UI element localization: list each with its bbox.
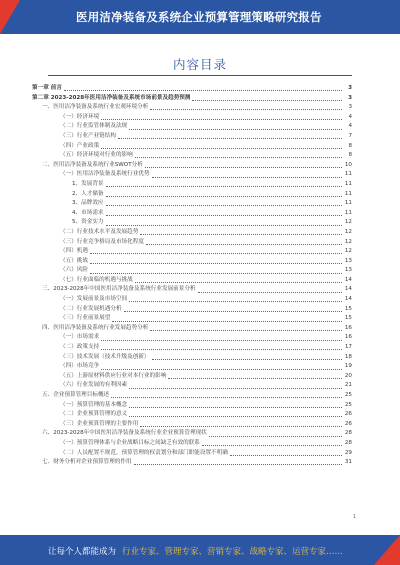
toc-entry-title: 三、2023-2028年中国医用洁净装备及系统行业发展前景分析 — [42, 286, 196, 293]
toc-leader-dots — [129, 416, 342, 417]
toc-entry-title: （二）行业发展机遇分析 — [60, 305, 122, 312]
toc-entry[interactable] — [32, 353, 352, 363]
footer-slogan: 让每个人都能成为 — [48, 547, 117, 557]
toc-entry-page: 12 — [344, 219, 352, 226]
toc-entry-page: 20 — [344, 372, 352, 379]
toc-entry-page: 11 — [344, 200, 352, 207]
footer-roles: 行业专家、管理专家、营销专家、战略专家、运营专家…… — [122, 547, 344, 557]
toc-entry-page: 10 — [344, 161, 352, 168]
toc-entry-title: （二）政策支持 — [60, 344, 100, 351]
toc-leader-dots — [230, 455, 342, 456]
toc-entry[interactable] — [32, 228, 352, 238]
toc-entry-title: （三）行业前景展望 — [60, 315, 111, 322]
toc-leader-dots — [152, 359, 342, 360]
toc-entry-page: 13 — [344, 257, 352, 264]
toc-entry-title: （二）行业技术水平及发展趋势 — [60, 228, 139, 235]
toc-entry-title: 四、医用洁净装备及系统行业发展趋势分析 — [42, 324, 149, 331]
toc-entry-title: 第二章 2023-2028年医用洁净装备及系统市场前景及趋势预测 — [32, 94, 191, 101]
toc-entry-title: （一）经济环境 — [60, 113, 100, 120]
toc-entry[interactable] — [32, 122, 352, 132]
toc-leader-dots — [145, 167, 342, 168]
toc-entry-page: 17 — [344, 344, 352, 351]
toc-leader-dots — [112, 321, 342, 322]
toc-entry[interactable] — [32, 113, 352, 123]
toc-entry-title: 第一章 前言 — [32, 85, 62, 91]
toc-entry-page: 26 — [344, 420, 352, 427]
page-number: 1 — [352, 514, 356, 520]
toc-entry-title: （一）预算管理的基本概念 — [60, 401, 128, 408]
toc-entry[interactable] — [32, 199, 352, 209]
toc-entry[interactable] — [32, 362, 352, 372]
toc-entry[interactable] — [32, 285, 352, 295]
toc-leader-dots — [106, 186, 342, 187]
toc-entry-title: 5、资金实力 — [72, 219, 104, 226]
toc-entry[interactable] — [32, 180, 352, 190]
toc-entry-page: 21 — [344, 382, 352, 389]
toc-entry-page: 7 — [348, 132, 352, 139]
toc-leader-dots — [101, 369, 342, 370]
toc-entry[interactable] — [32, 151, 352, 161]
toc-leader-dots — [135, 157, 342, 158]
toc-entry-page: 28 — [344, 439, 352, 446]
toc-entry[interactable] — [32, 305, 352, 315]
toc-entry[interactable] — [32, 276, 352, 286]
toc-entry-title: 1、发展背景 — [72, 180, 104, 187]
toc-entry-title: （一）预算管理体系与企业战略目标之间缺乏有效的联系 — [60, 439, 200, 446]
toc-leader-dots — [209, 436, 342, 437]
toc-entry-page: 15 — [344, 315, 352, 322]
toc-entry[interactable] — [32, 257, 352, 267]
header-accent — [0, 0, 20, 34]
toc-entry[interactable] — [32, 458, 352, 468]
toc-entry-title: （六）风险 — [60, 267, 88, 274]
toc-entry-title: （三）技术发展（技术升级及创新） — [60, 353, 150, 360]
toc-entry-page: 3 — [348, 104, 352, 111]
toc-leader-dots — [124, 311, 342, 312]
toc-entry-title: （二）企业预算管理的意义 — [60, 411, 128, 418]
toc-leader-dots — [101, 119, 342, 120]
toc-entry-page: 12 — [344, 228, 352, 235]
toc-entry[interactable] — [32, 372, 352, 382]
toc-entry-title: 六、2023-2028年中国医用洁净装备及系统行业企业预算管理现状 — [42, 430, 207, 437]
toc-entry-page: 28 — [344, 430, 352, 437]
toc-entry-page: 11 — [344, 180, 352, 187]
toc-leader-dots — [146, 244, 342, 245]
toc-entry-page: 14 — [344, 276, 352, 283]
toc-entry[interactable] — [32, 314, 352, 324]
toc-entry[interactable] — [32, 449, 352, 459]
toc-leader-dots — [150, 330, 342, 331]
toc-entry[interactable] — [32, 439, 352, 449]
toc-leader-dots — [106, 196, 342, 197]
toc-entry-page: 16 — [344, 334, 352, 341]
toc-entry-title: （四）市场竞争 — [60, 363, 100, 370]
toc-leader-dots — [90, 253, 342, 254]
toc-entry-page: 3 — [348, 85, 352, 91]
toc-entry-page: 25 — [344, 392, 352, 398]
toc-entry-title: （一）市场需求 — [60, 334, 100, 341]
toc-entry-title: （四）产业政策 — [60, 142, 100, 149]
toc-entry-title: 二、医用洁净装备及系统行业SWOT分析 — [42, 161, 143, 168]
toc-leader-dots — [168, 378, 342, 379]
toc-entry[interactable] — [32, 410, 352, 420]
toc-entry[interactable] — [32, 295, 352, 305]
toc-entry-page: 8 — [348, 142, 352, 149]
toc-leader-dots — [134, 464, 342, 465]
toc-entry-title: 2、人才储备 — [72, 190, 104, 197]
toc-leader-dots — [101, 148, 342, 149]
toc-leader-dots — [111, 397, 342, 398]
toc-entry[interactable] — [32, 238, 352, 248]
toc-entry[interactable] — [32, 391, 352, 401]
toc-entry-title: 一、医用洁净装备及系统行业宏观环境分析 — [42, 104, 149, 111]
toc-entry-page: 14 — [344, 296, 352, 303]
toc-entry-page: 11 — [344, 190, 352, 197]
toc-entry-title: （三）行业竞争格局及市场化程度 — [60, 238, 144, 245]
toc-entry[interactable] — [32, 190, 352, 200]
toc-divider — [48, 75, 352, 76]
table-of-contents — [32, 84, 352, 468]
toc-leader-dots — [140, 234, 342, 235]
toc-entry-title: （三）行业产业链结构 — [60, 132, 116, 139]
toc-entry-title: （二）行业监管体制及法规 — [60, 123, 128, 130]
toc-entry-page: 11 — [344, 209, 352, 216]
toc-entry-page: 3 — [348, 94, 352, 101]
toc-entry[interactable] — [32, 218, 352, 228]
toc-entry[interactable] — [32, 161, 352, 171]
toc-entry[interactable] — [32, 333, 352, 343]
toc-entry-page: 13 — [344, 267, 352, 274]
toc-leader-dots — [129, 301, 342, 302]
toc-entry-page: 12 — [344, 248, 352, 255]
toc-entry[interactable] — [32, 84, 352, 94]
toc-leader-dots — [106, 215, 342, 216]
toc-entry-page: 4 — [348, 113, 352, 120]
toc-leader-dots — [135, 282, 342, 283]
toc-entry[interactable] — [32, 343, 352, 353]
toc-entry-title: （五）挑战 — [60, 257, 88, 264]
toc-leader-dots — [202, 445, 342, 446]
toc-entry-title: （五）经济环境对行业的影响 — [60, 152, 133, 159]
toc-leader-dots — [129, 388, 342, 389]
toc-entry-title: 五、企业预算管理目标概述 — [42, 392, 110, 398]
toc-entry[interactable] — [32, 170, 352, 180]
toc-entry[interactable] — [32, 247, 352, 257]
toc-entry-page: 14 — [344, 286, 352, 293]
toc-leader-dots — [64, 90, 342, 91]
toc-entry-title: 4、市场需求 — [72, 209, 104, 216]
toc-leader-dots — [90, 263, 342, 264]
toc-entry-page: 26 — [344, 411, 352, 418]
toc-leader-dots — [106, 205, 342, 206]
toc-entry-page: 11 — [344, 171, 352, 178]
toc-entry[interactable] — [32, 94, 352, 104]
toc-entry[interactable] — [32, 324, 352, 334]
toc-leader-dots — [118, 138, 342, 139]
footer-accent — [374, 535, 400, 565]
toc-entry-page: 15 — [344, 305, 352, 312]
toc-leader-dots — [129, 407, 342, 408]
toc-heading: 内容目录 — [172, 57, 227, 72]
toc-entry-title: （七）行业面临的机遇与挑战 — [60, 276, 133, 283]
toc-entry[interactable] — [32, 209, 352, 219]
toc-entry[interactable] — [32, 381, 352, 391]
toc-entry[interactable] — [32, 266, 352, 276]
toc-entry-page: 31 — [344, 459, 352, 466]
toc-entry-title: （三）企业预算管理的主要作用 — [60, 420, 139, 427]
report-footer — [0, 535, 400, 565]
toc-leader-dots — [192, 100, 342, 101]
toc-leader-dots — [140, 426, 342, 427]
toc-entry[interactable] — [32, 401, 352, 411]
toc-entry-title: 3、品牌效应 — [72, 200, 104, 207]
toc-entry-page: 12 — [344, 238, 352, 245]
report-title: 医用洁净装备及系统企业预算管理策略研究报告 — [76, 10, 322, 24]
toc-entry-page: 4 — [348, 123, 352, 130]
toc-entry-page: 25 — [344, 401, 352, 408]
toc-entry[interactable] — [32, 103, 352, 113]
toc-leader-dots — [106, 225, 342, 226]
toc-entry[interactable] — [32, 429, 352, 439]
toc-entry-title: （二）人员配置不规范，预算管理的权责划分和部门职能设置不明确 — [60, 449, 228, 456]
toc-entry[interactable] — [32, 142, 352, 152]
toc-entry-title: （一）发展前景及市场空间 — [60, 296, 128, 303]
toc-leader-dots — [90, 273, 342, 274]
toc-leader-dots — [152, 177, 342, 178]
toc-leader-dots — [101, 340, 342, 341]
toc-entry-title: （四）机遇 — [60, 248, 88, 255]
toc-entry-title: 七、财务分析对企业预算管理的作用 — [42, 459, 132, 466]
toc-leader-dots — [101, 349, 342, 350]
toc-entry-page: 29 — [344, 449, 352, 456]
toc-entry[interactable] — [32, 132, 352, 142]
toc-entry-page: 19 — [344, 363, 352, 370]
report-header — [0, 0, 400, 34]
toc-entry[interactable] — [32, 420, 352, 430]
toc-entry-page: 16 — [344, 324, 352, 331]
toc-entry-page: 8 — [348, 152, 352, 159]
toc-entry-title: （五）上游原材料供应行业对本行业的影响 — [60, 372, 167, 379]
toc-leader-dots — [129, 129, 342, 130]
toc-leader-dots — [150, 109, 342, 110]
toc-entry-title: （一）医用洁净装备及系统行业优势 — [60, 171, 150, 178]
toc-entry-page: 18 — [344, 353, 352, 360]
toc-entry-title: （六）行业发展的有利因素 — [60, 382, 128, 389]
toc-leader-dots — [198, 292, 342, 293]
